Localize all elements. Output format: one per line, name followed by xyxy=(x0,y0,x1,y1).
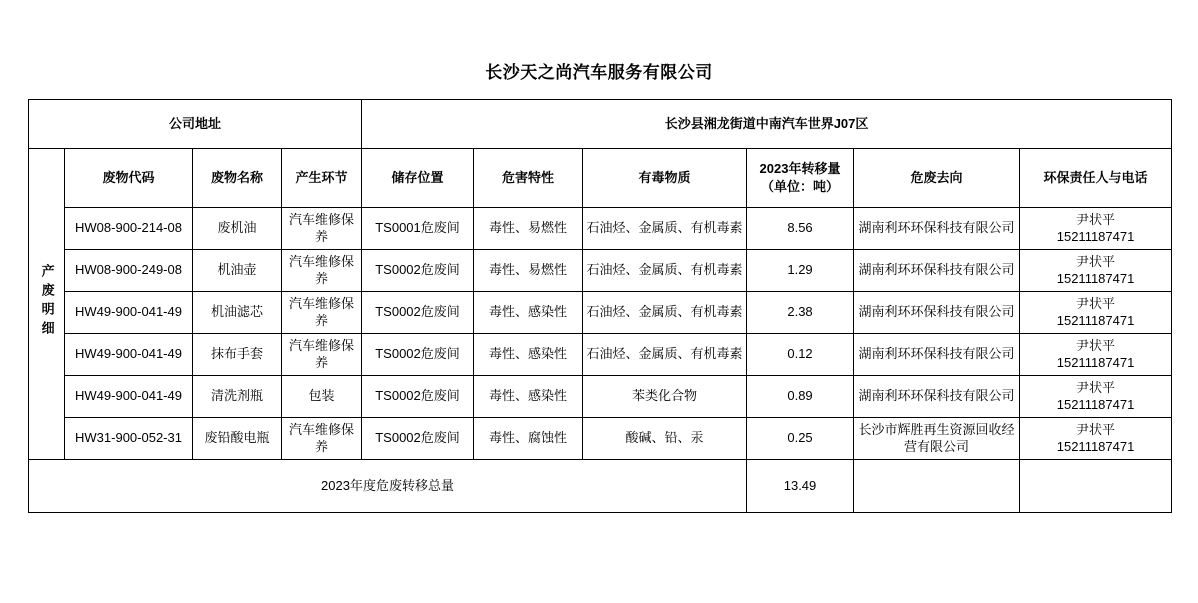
total-label: 2023年度危废转移总量 xyxy=(29,460,747,513)
column-header-transfer-amount xyxy=(747,149,854,208)
column-header-name: 废物名称 xyxy=(193,149,282,208)
cell-stage: 包装 xyxy=(282,376,362,418)
cell-storage: TS0002危废间 xyxy=(362,418,474,460)
cell-destination: 湖南利环环保科技有限公司 xyxy=(854,334,1020,376)
cell-toxic: 酸碱、铅、汞 xyxy=(583,418,747,460)
person-phone: 15211187471 xyxy=(1056,270,1135,286)
cell-amount: 1.29 xyxy=(747,250,854,292)
cell-destination: 湖南利环环保科技有限公司 xyxy=(854,250,1020,292)
cell-stage: 汽车维修保养 xyxy=(282,334,362,376)
person-name: 尹状平 xyxy=(1076,422,1116,438)
cell-hazard: 毒性、腐蚀性 xyxy=(474,418,583,460)
person-phone: 15211187471 xyxy=(1056,438,1135,454)
cell-hazard: 毒性、易燃性 xyxy=(474,250,583,292)
cell-destination: 湖南利环环保科技有限公司 xyxy=(854,376,1020,418)
cell-name: 清洗剂瓶 xyxy=(193,376,282,418)
column-header-storage: 储存位置 xyxy=(362,149,474,208)
cell-person xyxy=(1020,376,1172,418)
cell-name: 抹布手套 xyxy=(193,334,282,376)
cell-toxic: 石油烃、金属质、有机毒素 xyxy=(583,334,747,376)
person-name: 尹状平 xyxy=(1076,338,1116,354)
total-value: 13.49 xyxy=(747,460,854,513)
cell-name: 机油壶 xyxy=(193,250,282,292)
cell-name: 废铅酸电瓶 xyxy=(193,418,282,460)
cell-code: HW49-900-041-49 xyxy=(65,376,193,418)
cell-amount: 2.38 xyxy=(747,292,854,334)
person-phone: 15211187471 xyxy=(1056,396,1135,412)
cell-hazard: 毒性、易燃性 xyxy=(474,208,583,250)
cell-storage: TS0002危废间 xyxy=(362,376,474,418)
person-phone: 15211187471 xyxy=(1056,312,1135,328)
cell-code: HW08-900-249-08 xyxy=(65,250,193,292)
cell-code: HW49-900-041-49 xyxy=(65,292,193,334)
column-header-code: 废物代码 xyxy=(65,149,193,208)
column-header-stage: 产生环节 xyxy=(282,149,362,208)
cell-stage: 汽车维修保养 xyxy=(282,208,362,250)
column-header-row xyxy=(29,149,1172,208)
cell-toxic: 石油烃、金属质、有机毒素 xyxy=(583,250,747,292)
cell-person xyxy=(1020,250,1172,292)
person-name: 尹状平 xyxy=(1076,380,1116,396)
person-name: 尹状平 xyxy=(1076,212,1116,228)
column-header-destination: 危废去向 xyxy=(854,149,1020,208)
cell-toxic: 苯类化合物 xyxy=(583,376,747,418)
cell-person xyxy=(1020,208,1172,250)
column-header-hazard: 危害特性 xyxy=(474,149,583,208)
cell-person xyxy=(1020,292,1172,334)
table-row xyxy=(29,292,1172,334)
transfer-amount-line1: 2023年转移量 xyxy=(759,161,841,177)
cell-stage: 汽车维修保养 xyxy=(282,250,362,292)
cell-stage: 汽车维修保养 xyxy=(282,418,362,460)
cell-person xyxy=(1020,418,1172,460)
cell-hazard: 毒性、感染性 xyxy=(474,292,583,334)
cell-storage: TS0001危废间 xyxy=(362,208,474,250)
person-phone: 15211187471 xyxy=(1056,354,1135,370)
cell-destination: 湖南利环环保科技有限公司 xyxy=(854,208,1020,250)
page-title: 长沙天之尚汽车服务有限公司 xyxy=(485,63,713,82)
cell-name: 废机油 xyxy=(193,208,282,250)
person-name: 尹状平 xyxy=(1076,254,1116,270)
cell-amount: 8.56 xyxy=(747,208,854,250)
cell-storage: TS0002危废间 xyxy=(362,292,474,334)
table-row xyxy=(29,376,1172,418)
person-name: 尹状平 xyxy=(1076,296,1116,312)
cell-hazard: 毒性、感染性 xyxy=(474,376,583,418)
total-blank-destination xyxy=(854,460,1020,513)
cell-code: HW49-900-041-49 xyxy=(65,334,193,376)
cell-toxic: 石油烃、金属质、有机毒素 xyxy=(583,208,747,250)
cell-hazard: 毒性、感染性 xyxy=(474,334,583,376)
total-blank-person xyxy=(1020,460,1172,513)
cell-storage: TS0002危废间 xyxy=(362,334,474,376)
table-row xyxy=(29,250,1172,292)
cell-amount: 0.12 xyxy=(747,334,854,376)
cell-toxic: 石油烃、金属质、有机毒素 xyxy=(583,292,747,334)
address-value: 长沙县湘龙街道中南汽车世界J07区 xyxy=(362,100,1172,149)
section-label-waste-detail xyxy=(29,149,65,460)
cell-person xyxy=(1020,334,1172,376)
cell-amount: 0.89 xyxy=(747,376,854,418)
section-label-text: 产废明细 xyxy=(39,263,55,340)
table-row xyxy=(29,334,1172,376)
cell-destination: 长沙市辉胜再生资源回收经营有限公司 xyxy=(854,418,1020,460)
cell-storage: TS0002危废间 xyxy=(362,250,474,292)
transfer-amount-line2: （单位：吨） xyxy=(761,179,840,194)
table-row xyxy=(29,418,1172,460)
address-label: 公司地址 xyxy=(29,100,362,149)
cell-destination: 湖南利环环保科技有限公司 xyxy=(854,292,1020,334)
person-phone: 15211187471 xyxy=(1056,228,1135,244)
cell-amount: 0.25 xyxy=(747,418,854,460)
cell-code: HW31-900-052-31 xyxy=(65,418,193,460)
column-header-toxic: 有毒物质 xyxy=(583,149,747,208)
address-header-row xyxy=(29,100,1172,149)
total-row xyxy=(29,460,1172,513)
cell-code: HW08-900-214-08 xyxy=(65,208,193,250)
hazardous-waste-table xyxy=(28,99,1172,513)
cell-stage: 汽车维修保养 xyxy=(282,292,362,334)
cell-name: 机油滤芯 xyxy=(193,292,282,334)
table-row xyxy=(29,208,1172,250)
column-header-person: 环保责任人与电话 xyxy=(1020,149,1172,208)
